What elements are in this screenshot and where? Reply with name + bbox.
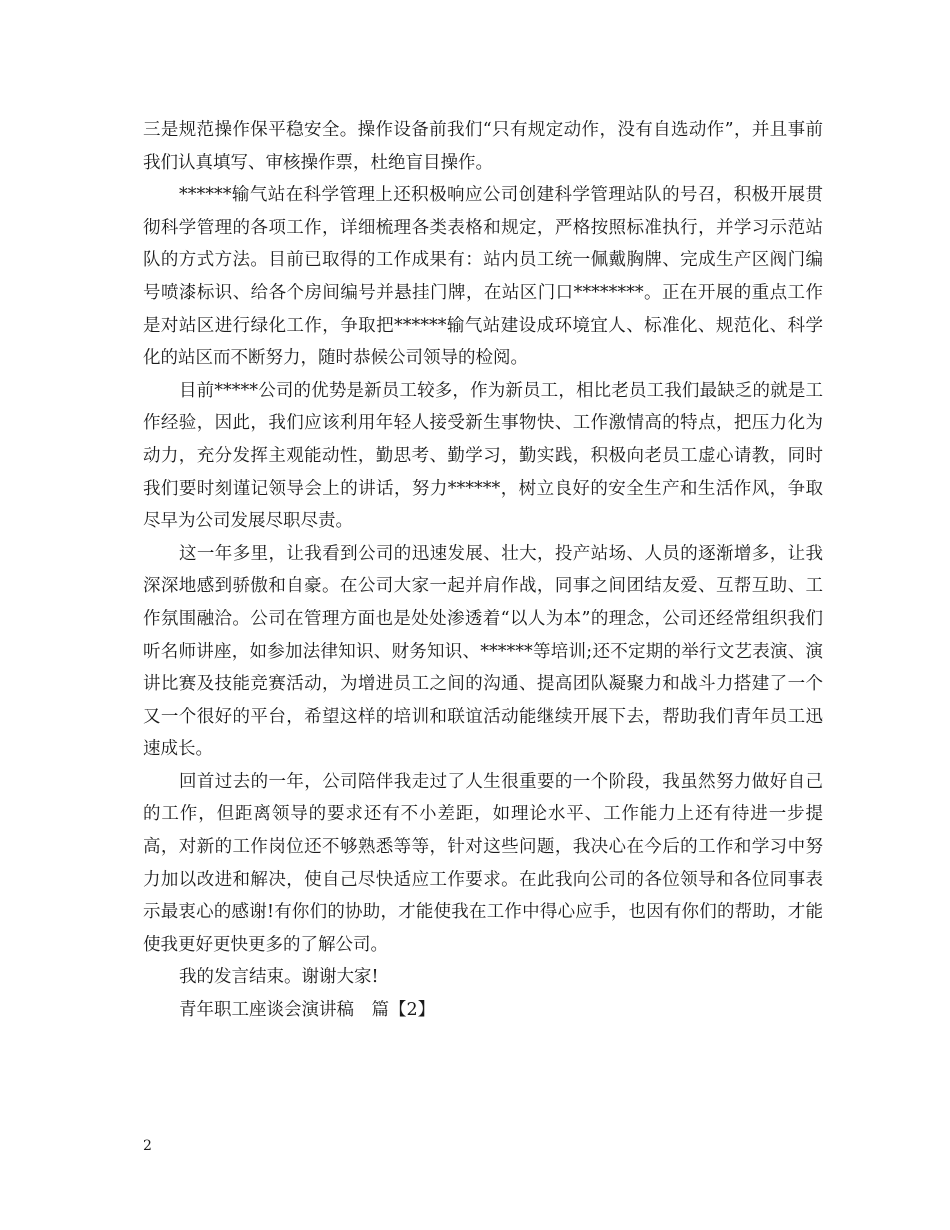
paragraph: 这一年多里，让我看到公司的迅速发展、壮大，投产站场、人员的逐渐增多，让我深深地感到骄傲和自豪。在公司大家一起并肩作战，同事之间团结友爱、互帮互助、工作氛围融洽。公司在管理方面也是处处渗透着“以人为本”的理念，公司还经常组织我们听名师讲座，如参加法律知识、财务知识、******等培训;还不定期的举行文艺表演、演讲比赛及技能竞赛活动，为增进员工之间的沟通、提高团队凝聚力和战斗力搭建了一个又一个很好的平台，希望这样的培训和联谊活动能继续开展下去，帮助我们青年员工迅速成长。	[143, 543, 823, 760]
paragraph: 我的发言结束。谢谢大家!	[179, 967, 379, 988]
page-number: 2	[143, 1138, 152, 1154]
paragraph: 三是规范操作保平稳安全。操作设备前我们“只有规定动作，没有自选动作”，并且事前我们认真填写、审核操作票，杜绝盲目操作。	[143, 120, 823, 173]
paragraph: 回首过去的一年，公司陪伴我走过了人生很重要的一个阶段，我虽然努力做好自己的工作，但距离领导的要求还有不小差距，如理论水平、工作能力上还有待进一步提高，对新的工作岗位还不够熟悉等等，针对这些问题，我决心在今后的工作和学习中努力加以改进和解决，使自己尽快适应工作要求。在此我向公司的各位领导和各位同事表示最衷心的感谢!有你们的协助，才能使我在工作中得心应手，也因有你们的帮助，才能使我更好更快更多的了解公司。	[143, 771, 823, 955]
body-text	[143, 114, 823, 1027]
section-heading: 青年职工座谈会演讲稿 篇【2】	[179, 1000, 436, 1021]
paragraph: ******输气站在科学管理上还积极响应公司创建科学管理站队的号召，积极开展贯彻科学管理的各项工作，详细梳理各类表格和规定，严格按照标准执行，并学习示范站队的方式方法。目前已取得的工作成果有：站内员工统一佩戴胸牌、完成生产区阀门编号喷漆标识、给各个房间编号并悬挂门牌，在站区门口********。正在开展的重点工作是对站区进行绿化工作，争取把******输气站建设成环境宜人、标准化、规范化、科学化的站区而不断努力，随时恭候公司领导的检阅。	[143, 185, 823, 369]
paragraph: 目前*****公司的优势是新员工较多，作为新员工，相比老员工我们最缺乏的就是工作经验，因此，我们应该利用年轻人接受新生事物快、工作激情高的特点，把压力化为动力，充分发挥主观能动性，勤思考、勤学习，勤实践，积极向老员工虚心请教，同时我们要时刻谨记领导会上的讲话，努力******，树立良好的安全生产和生活作风，争取尽早为公司发展尽职尽责。	[143, 380, 823, 532]
